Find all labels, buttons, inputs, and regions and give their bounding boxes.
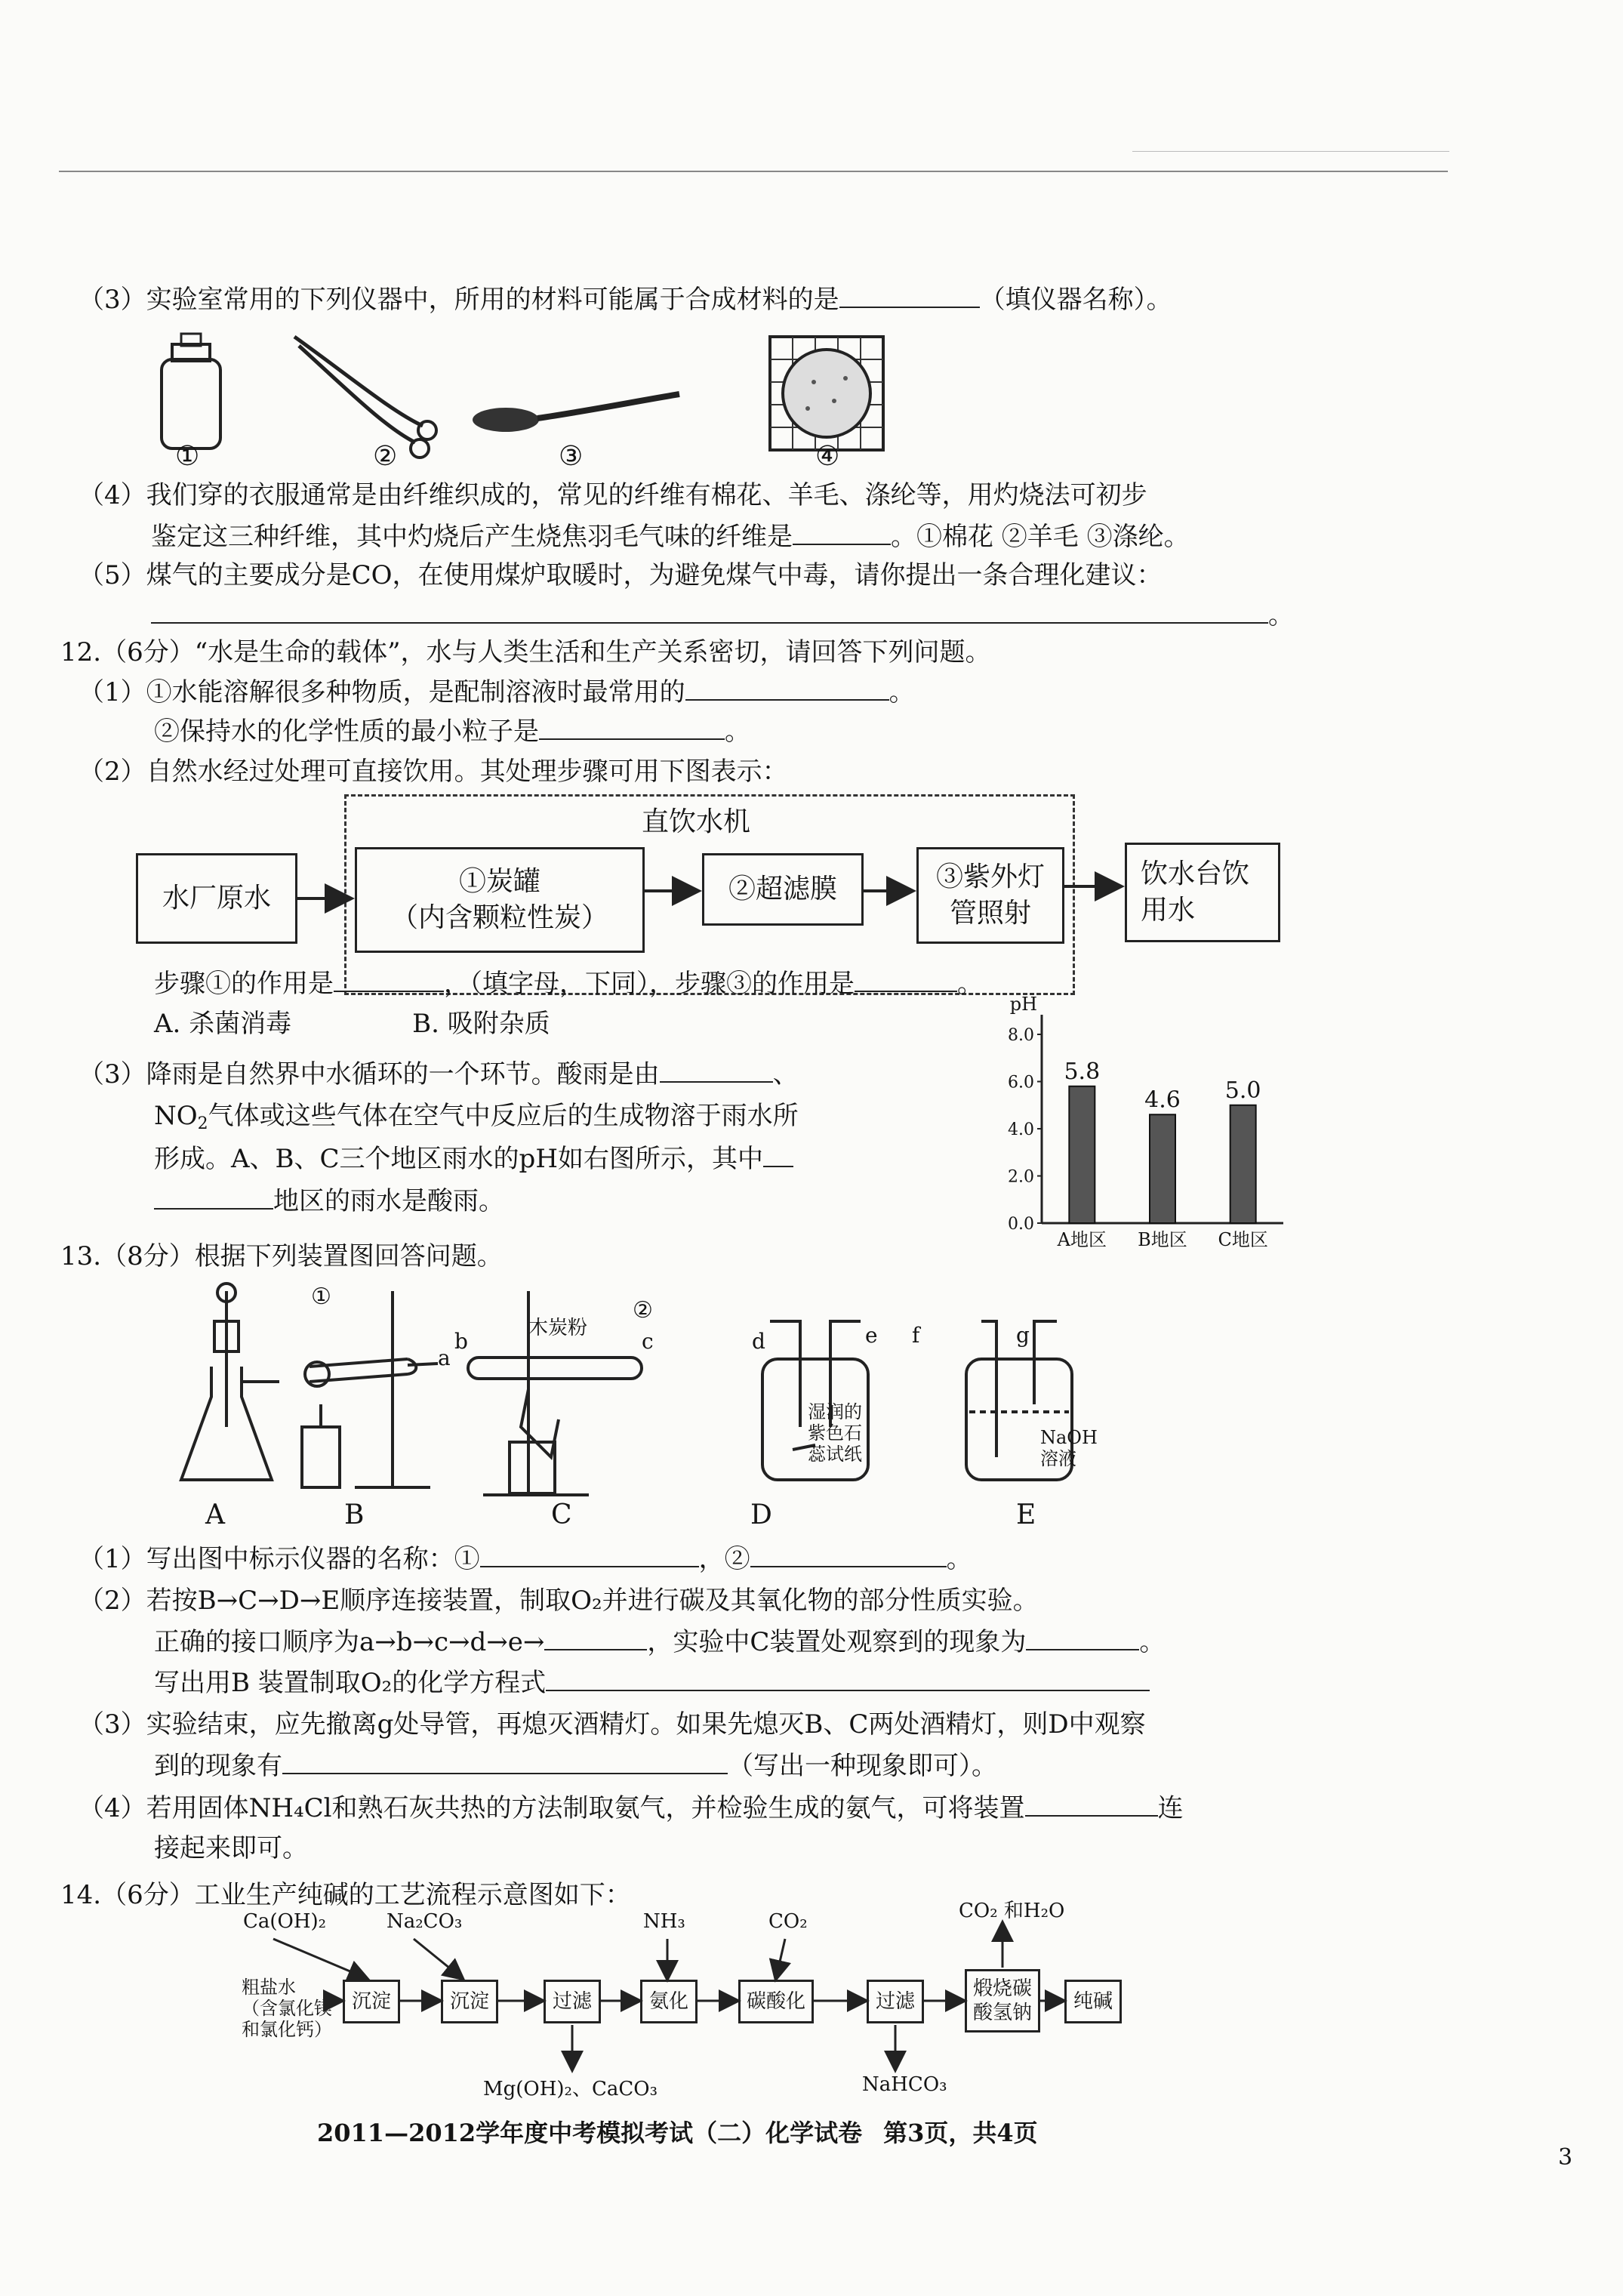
instrument-label-3: ③ bbox=[559, 441, 584, 472]
y-tick-label: 2.0 bbox=[1008, 1167, 1034, 1187]
q13-part2-line1: （2）若按B→C→D→E顺序连接装置，制取O₂并进行碳及其氧化物的部分性质实验。 bbox=[79, 1586, 1039, 1616]
q12-part2: （2）自然水经过处理可直接饮用。其处理步骤可用下图表示： bbox=[79, 757, 788, 787]
y-tick-label: 4.0 bbox=[1008, 1120, 1034, 1139]
q12-title: 12.（6分）“水是生命的载体”，水与人类生活和生产关系密切，请回答下列问题。 bbox=[60, 637, 991, 667]
category-label: B地区 bbox=[1138, 1229, 1187, 1250]
q13-part2-line3: 写出用B 装置制取O₂的化学方程式 bbox=[154, 1664, 1150, 1701]
q11-part3: （3）实验室常用的下列仪器中，所用的材料可能属于合成材料的是 （填仪器名称）。 bbox=[79, 281, 1172, 318]
apparatus-label-a: A bbox=[205, 1499, 225, 1530]
byproduct-mgoh2-caco3: Mg(OH)₂、CaCO₃ bbox=[483, 2078, 658, 2100]
input-nh3: NH₃ bbox=[643, 1910, 685, 1933]
port-g: g bbox=[1016, 1323, 1030, 1348]
machine-label: 直饮水机 bbox=[642, 806, 751, 837]
raw-brine: 粗盐水 （含氯化镁 和氯化钙） bbox=[242, 1977, 332, 2040]
bar-value-label: 5.0 bbox=[1224, 1077, 1261, 1104]
q11-part4-line1: （4）我们穿的衣服通常是由纤维织成的，常见的纤维有棉花、羊毛、涤纶等，用灼烧法可初步 bbox=[79, 480, 1147, 510]
category-label: A地区 bbox=[1057, 1229, 1107, 1250]
q13-part3-line1: （3）实验结束，应先撤离g处导管，再熄灭酒精灯。如果先熄灭B、C两处酒精灯，则D中观察 bbox=[79, 1709, 1146, 1740]
flow-raw-water: 水厂原水 bbox=[136, 853, 297, 944]
q14-title: 14.（6分）工业生产纯碱的工艺流程示意图如下： bbox=[60, 1880, 631, 1910]
step-filter-1: 过滤 bbox=[544, 1980, 601, 2023]
port-b: b bbox=[454, 1329, 468, 1354]
step-ammoniation: 氨化 bbox=[640, 1980, 698, 2023]
input-na2co3: Na₂CO₃ bbox=[387, 1910, 463, 1933]
q12-options: A. 杀菌消毒 B. 吸附杂质 bbox=[154, 1009, 550, 1039]
q11-part5-line1: （5）煤气的主要成分是CO，在使用煤炉取暖时，为避免煤气中毒，请你提出一条合理化建议： bbox=[79, 560, 1163, 590]
q13-part1: （1）写出图中标示仪器的名称：① ，② 。 bbox=[79, 1540, 972, 1577]
bar-value-label: 5.8 bbox=[1064, 1058, 1101, 1085]
product-soda-ash: 纯碱 bbox=[1064, 1980, 1122, 2023]
byproduct-nahco3: NaHCO₃ bbox=[862, 2073, 947, 2096]
step-carbonation: 碳酸化 bbox=[738, 1980, 814, 2023]
port-c: c bbox=[642, 1329, 654, 1354]
step-filter-2: 过滤 bbox=[867, 1980, 924, 2023]
flow-step-uv: ③紫外灯 管照射 bbox=[916, 847, 1064, 944]
q13-part2-line2: 正确的接口顺序为a→b→c→d→e→ ，实验中C装置处观察到的现象为 。 bbox=[154, 1623, 1165, 1660]
charcoal-label: 木炭粉 bbox=[528, 1317, 588, 1339]
flow-step-ultrafiltration: ②超滤膜 bbox=[702, 853, 864, 926]
q13-title: 13.（8分）根据下列装置图回答问题。 bbox=[60, 1241, 503, 1271]
y-axis-label: pH bbox=[1009, 994, 1037, 1015]
q13-part4-line1: （4）若用固体NH₄Cl和熟石灰共热的方法制取氨气，并检验生成的氨气，可将装置 连 bbox=[79, 1789, 1184, 1826]
apparatus-label-b: B bbox=[344, 1499, 365, 1530]
instrument-label-1: ① bbox=[175, 441, 200, 472]
q12-part3-line2: $NO_2$气体或这些气体在空气中反应后的生成物溶于雨水所 bbox=[154, 1101, 799, 1133]
flow-output: 饮水台饮 用水 bbox=[1125, 843, 1280, 942]
q12-part1a: （1）①水能溶解很多种物质，是配制溶液时最常用的 。 bbox=[79, 673, 915, 710]
instrument-label-2: ② bbox=[373, 441, 398, 472]
step-precipitate-2: 沉淀 bbox=[441, 1980, 498, 2023]
q13-part3-line2: 到的现象有 （写出一种现象即可）。 bbox=[154, 1747, 997, 1784]
input-co2: CO₂ bbox=[768, 1910, 808, 1933]
y-tick-label: 8.0 bbox=[1008, 1026, 1034, 1045]
y-tick-label: 0.0 bbox=[1008, 1215, 1034, 1234]
q13-part4-line2: 接起来即可。 bbox=[154, 1833, 308, 1863]
category-label: C地区 bbox=[1218, 1229, 1268, 1250]
step-precipitate-1: 沉淀 bbox=[343, 1980, 400, 2023]
q12-part3-line1: （3）降雨是自然界中水循环的一个环节。酸雨是由 、 bbox=[79, 1056, 799, 1093]
apparatus-label-e: E bbox=[1016, 1499, 1036, 1530]
input-caoh2: Ca(OH)₂ bbox=[243, 1910, 327, 1933]
output-co2-h2o: CO₂ 和H₂O bbox=[959, 1900, 1065, 1922]
naoh-label: NaOH 溶液 bbox=[1040, 1427, 1098, 1469]
apparatus-label-d: D bbox=[750, 1499, 772, 1530]
q12-part3-line3: 形成。A、B、C三个地区雨水的pH如右图所示，其中 bbox=[154, 1140, 793, 1177]
litmus-label: 湿润的 紫色石 蕊试纸 bbox=[808, 1401, 862, 1465]
mark-2: ② bbox=[633, 1297, 653, 1324]
page-number: 3 bbox=[1558, 2144, 1573, 2171]
q12-part3-line4: 地区的雨水是酸雨。 bbox=[154, 1182, 504, 1219]
y-tick-label: 6.0 bbox=[1008, 1073, 1034, 1093]
q11-part5-line2: 。 bbox=[151, 596, 1294, 633]
q12-part1b: ②保持水的化学性质的最小粒子是 。 bbox=[154, 713, 750, 750]
flow-step-carbon: ①炭罐 （内含颗粒性炭） bbox=[355, 847, 645, 953]
mark-1: ① bbox=[311, 1284, 331, 1310]
instrument-label-4: ④ bbox=[815, 441, 840, 472]
port-e: e bbox=[865, 1323, 878, 1348]
port-f: f bbox=[912, 1323, 920, 1348]
port-a: a bbox=[438, 1345, 451, 1370]
apparatus-label-c: C bbox=[551, 1499, 572, 1530]
port-d: d bbox=[752, 1329, 765, 1354]
bar-value-label: 4.6 bbox=[1144, 1086, 1181, 1114]
q12-step-question: 步骤①的作用是 ，（填字母，下同），步骤③的作用是 。 bbox=[154, 965, 983, 1002]
page-footer: 2011—2012学年度中考模拟考试（二）化学试卷 第3页，共4页 bbox=[317, 2119, 1038, 2147]
q11-part4-line2: 鉴定这三种纤维，其中灼烧后产生烧焦羽毛气味的纤维是 。①棉花 ②羊毛 ③涤纶。 bbox=[151, 518, 1190, 555]
step-calcine: 煅烧碳 酸氢钠 bbox=[965, 1969, 1040, 2032]
